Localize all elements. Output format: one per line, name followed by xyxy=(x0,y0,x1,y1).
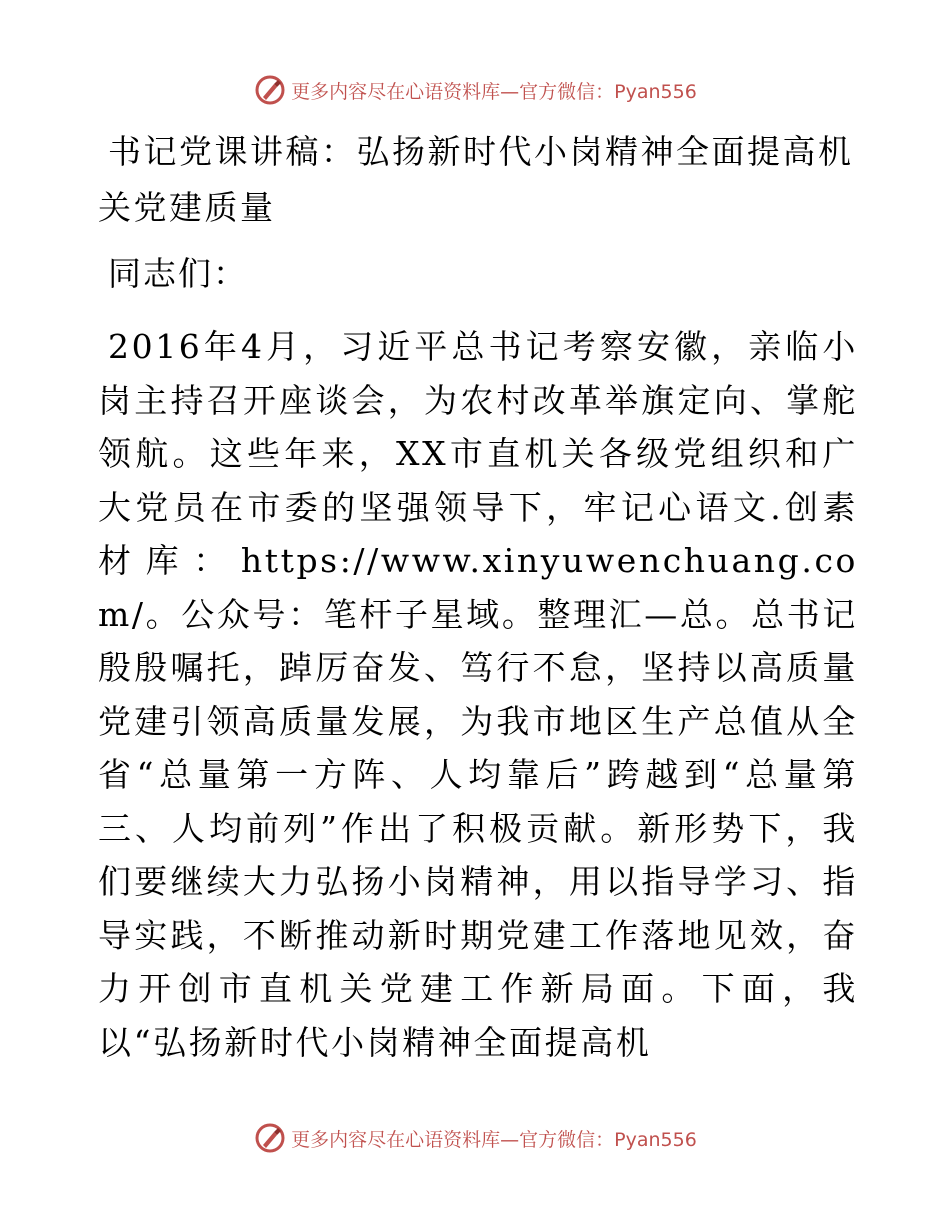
header-watermark xyxy=(0,70,950,110)
document-body xyxy=(98,124,858,1069)
watermark-id: Pyan556 xyxy=(614,80,697,103)
pen-nib-circle-icon xyxy=(253,1121,287,1155)
watermark-id: Pyan556 xyxy=(614,1128,697,1151)
footer-watermark xyxy=(0,1118,950,1158)
watermark-text xyxy=(291,77,697,104)
watermark-text xyxy=(291,1125,697,1152)
document-title: 书记党课讲稿：弘扬新时代小岗精神全面提高机关党建质量 xyxy=(98,132,854,227)
salutation: 同志们： xyxy=(108,254,248,293)
watermark-label: 更多内容尽在心语资料库—官方微信： xyxy=(291,80,615,103)
pen-nib-circle-icon xyxy=(253,73,287,107)
watermark-label: 更多内容尽在心语资料库—官方微信： xyxy=(291,1128,615,1151)
body-paragraph: 2016年4月，习近平总书记考察安徽，亲临小岗主持召开座谈会，为农村改革举旗定向、掌舵领航。这些年来，XX市直机关各级党组织和广大党员在市委的坚强领导下，牢记心语文.创素材库：https://www.xinyuwenchuang.com/。公众号：笔杆子星域。整理汇—总。总书记殷殷嘱托，踔厉奋发、笃行不怠，坚持以高质量党建引领高质量发展，为我市地区生产总值从全省“总量第一方阵、人均靠后”跨越到“总量第三、人均前列”作出了积极贡献。新形势下，我们要继续大力弘扬小岗精神，用以指导学习、指导实践，不断推动新时期党建工作落地见效，奋力开创市直机关党建工作新局面。下面，我以“弘扬新时代小岗精神全面提高机 xyxy=(98,327,858,1062)
